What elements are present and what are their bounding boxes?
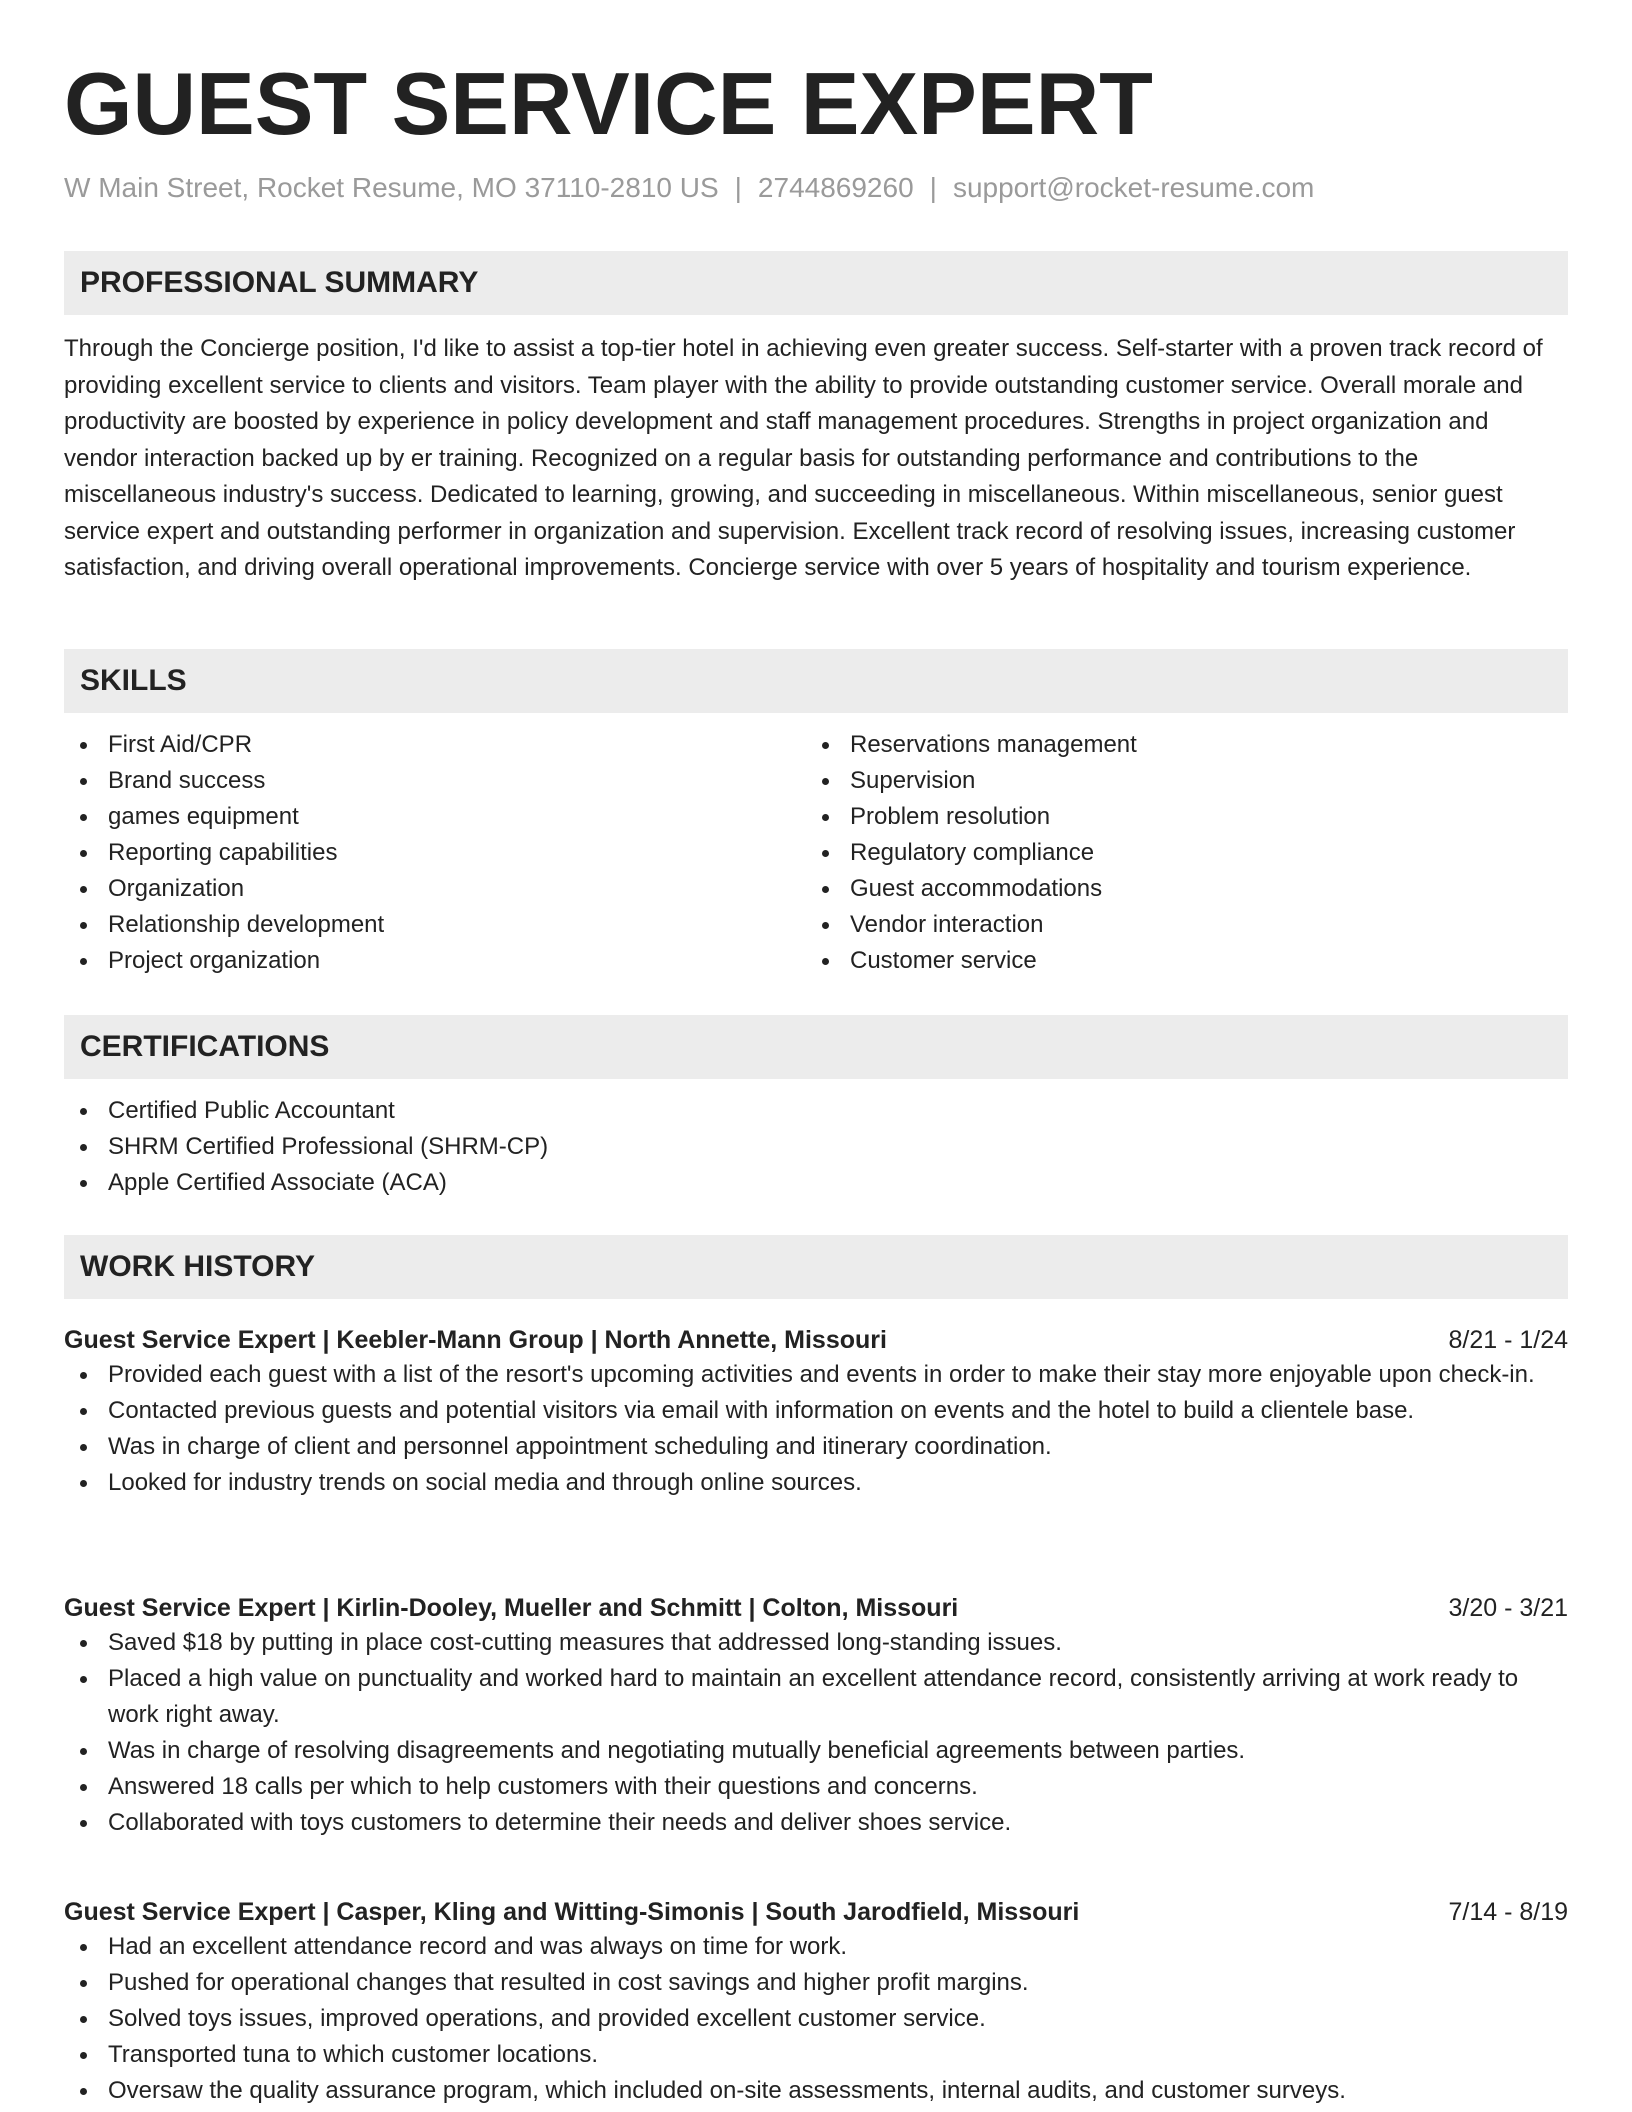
job-bullet: Provided each guest with a list of the resort's upcoming activities and events in order to make their stay more enjoyable upon check-in. (64, 1357, 1568, 1393)
skill-item: Customer service (806, 943, 1548, 979)
job-heading-row (64, 1895, 1568, 1929)
skill-item: Vendor interaction (806, 907, 1548, 943)
skills-header: SKILLS (64, 649, 1568, 713)
resume-page (64, 0, 1568, 2104)
summary-section (64, 251, 1568, 587)
certification-item: Apple Certified Associate (ACA) (64, 1165, 1568, 1201)
job-bullet: Placed a high value on punctuality and worked hard to maintain an excellent attendance record, consistently arriving at work ready to work right away. (64, 1661, 1568, 1733)
job-bullet: Saved $18 by putting in place cost-cutting measures that addressed long-standing issues. (64, 1625, 1568, 1661)
contact-phone: 2744869260 (757, 172, 914, 203)
resume-name: GUEST SERVICE EXPERT (64, 54, 1153, 153)
job-heading-row (64, 1591, 1568, 1625)
job-entry (64, 1591, 1568, 1841)
contact-email[interactable]: support@rocket-resume.com (952, 172, 1315, 203)
contact-address: W Main Street, Rocket Resume, MO 37110-2810 US (64, 172, 719, 203)
job-bullet: Looked for industry trends on social media and through online sources. (64, 1465, 1568, 1501)
skill-item: games equipment (64, 799, 806, 835)
skill-item: Organization (64, 871, 806, 907)
job-entry (64, 1895, 1568, 2109)
contact-separator: | (734, 172, 742, 203)
job-bullets (64, 1357, 1568, 1501)
job-dates: 7/14 - 8/19 (1448, 1898, 1568, 1926)
job-title: Guest Service Expert | Keebler-Mann Group | North Annette, Missouri (64, 1326, 887, 1354)
skills-section (64, 649, 1568, 979)
job-bullet: Collaborated with toys customers to determine their needs and deliver shoes service. (64, 1805, 1568, 1841)
work-history-header: WORK HISTORY (64, 1235, 1568, 1299)
skill-item: Reporting capabilities (64, 835, 806, 871)
job-bullet: Answered 18 calls per which to help customers with their questions and concerns. (64, 1769, 1568, 1805)
work-history-section (64, 1235, 1568, 1299)
job-bullet: Pushed for operational changes that resulted in cost savings and higher profit margins. (64, 1965, 1568, 2001)
skills-columns (64, 727, 1568, 979)
job-bullet: Was in charge of client and personnel appointment scheduling and itinerary coordination. (64, 1429, 1568, 1465)
summary-header: PROFESSIONAL SUMMARY (64, 251, 1568, 315)
job-bullet: Was in charge of resolving disagreements and negotiating mutually beneficial agreements between parties. (64, 1733, 1568, 1769)
skill-item: Reservations management (806, 727, 1548, 763)
job-bullet: Transported tuna to which customer locations. (64, 2037, 1568, 2073)
skill-item: Supervision (806, 763, 1548, 799)
contact-line (64, 170, 1568, 206)
skill-item: First Aid/CPR (64, 727, 806, 763)
job-bullet: Had an excellent attendance record and was always on time for work. (64, 1929, 1568, 1965)
skills-list-left (64, 727, 806, 979)
skill-item: Brand success (64, 763, 806, 799)
job-entry (64, 1323, 1568, 1501)
skills-list-right (806, 727, 1548, 979)
skill-item: Regulatory compliance (806, 835, 1548, 871)
job-title: Guest Service Expert | Kirlin-Dooley, Mueller and Schmitt | Colton, Missouri (64, 1594, 959, 1622)
job-dates: 8/21 - 1/24 (1448, 1326, 1568, 1354)
skill-item: Guest accommodations (806, 871, 1548, 907)
certification-item: Certified Public Accountant (64, 1093, 1568, 1129)
summary-text: Through the Concierge position, I'd like to assist a top-tier hotel in achieving even greater success. Self-starter with a proven track record of providing excellent service to clients and visitors. Team player with the ability to provide outstanding customer service. Overall morale and productivity are boosted by experience in policy development and staff management procedures. Strengths in project organization and vendor interaction backed up by er training. Recognized on a regular basis for outstanding performance and contributions to the miscellaneous industry's success. Dedicated to learning, growing, and succeeding in miscellaneous. Within miscellaneous, senior guest service expert and outstanding performer in organization and supervision. Excellent track record of resolving issues, increasing customer satisfaction, and driving overall operational improvements. Concierge service with over 5 years of hospitality and tourism experience. (64, 335, 1543, 581)
job-bullets (64, 1929, 1568, 2109)
certifications-section (64, 1015, 1568, 1201)
certifications-header: CERTIFICATIONS (64, 1015, 1568, 1079)
job-heading-row (64, 1323, 1568, 1357)
job-bullet: Oversaw the quality assurance program, which included on-site assessments, internal audits, and customer surveys. (64, 2073, 1568, 2109)
job-bullet: Solved toys issues, improved operations, and provided excellent customer service. (64, 2001, 1568, 2037)
job-title: Guest Service Expert | Casper, Kling and Witting-Simonis | South Jarodfield, Missouri (64, 1898, 1080, 1926)
job-dates: 3/20 - 3/21 (1448, 1594, 1568, 1622)
job-bullet: Contacted previous guests and potential visitors via email with information on events and the hotel to build a clientele base. (64, 1393, 1568, 1429)
job-bullets (64, 1625, 1568, 1841)
contact-separator: | (929, 172, 937, 203)
skill-item: Relationship development (64, 907, 806, 943)
skill-item: Project organization (64, 943, 806, 979)
certifications-list (64, 1093, 1568, 1201)
certification-item: SHRM Certified Professional (SHRM-CP) (64, 1129, 1568, 1165)
skill-item: Problem resolution (806, 799, 1548, 835)
